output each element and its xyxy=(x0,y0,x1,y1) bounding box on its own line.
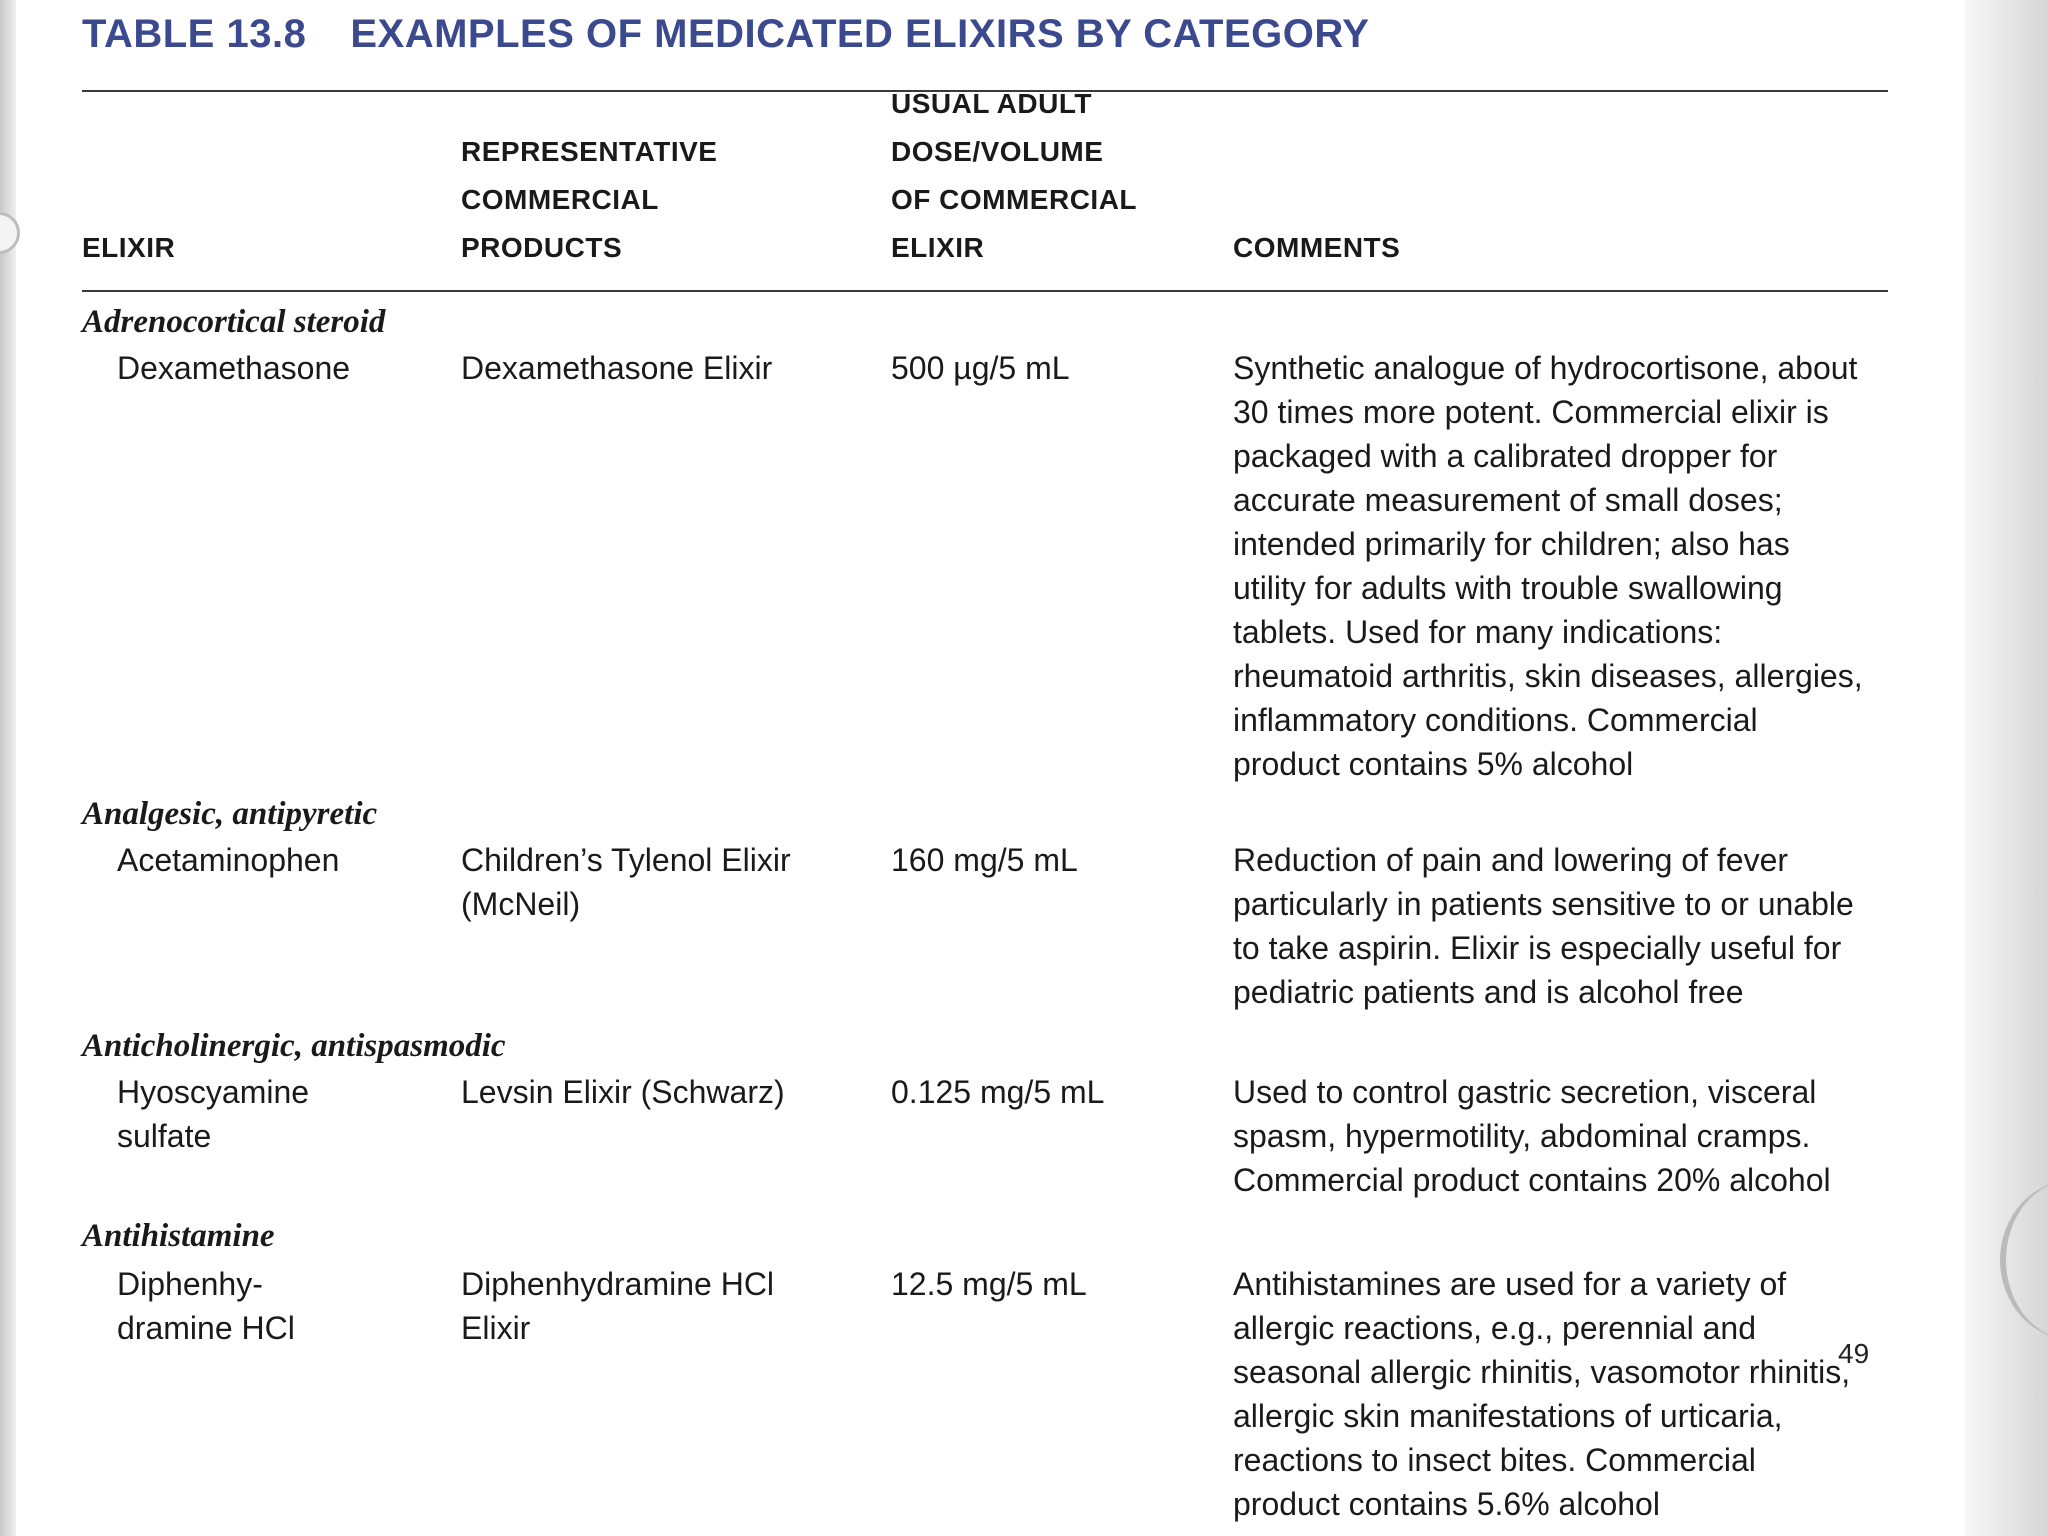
elixir-name xyxy=(117,1070,417,1158)
comment-text xyxy=(1233,1262,1893,1526)
cell-line: product contains 5.6% alcohol xyxy=(1233,1486,1660,1522)
header-products xyxy=(461,128,717,272)
cell-line: Levsin Elixir (Schwarz) xyxy=(461,1074,785,1110)
category-label: Adrenocortical steroid xyxy=(82,304,386,340)
header-dose xyxy=(891,80,1137,272)
dose-value xyxy=(891,346,1211,390)
category-label: Anticholinergic, antispasmodic xyxy=(82,1028,506,1064)
cell-line: tablets. Used for many indications: xyxy=(1233,614,1723,650)
slide-page-number: 49 xyxy=(1838,1338,1870,1369)
product-name xyxy=(461,346,861,390)
header-comments xyxy=(1233,224,1400,272)
cell-line: allergic reactions, e.g., perennial and xyxy=(1233,1310,1756,1346)
cell-line: 30 times more potent. Commercial elixir is xyxy=(1233,394,1829,430)
elixir-name xyxy=(117,838,417,882)
cell-line: Children’s Tylenol Elixir xyxy=(461,842,791,878)
cell-line: Diphenhydramine HCl xyxy=(461,1266,775,1302)
category-label: Analgesic, antipyretic xyxy=(82,796,378,832)
table-title xyxy=(82,12,1369,57)
cell-line: Antihistamines are used for a variety of xyxy=(1233,1266,1787,1302)
elixir-name xyxy=(117,1262,417,1350)
cell-line: particularly in patients sensitive to or unable xyxy=(1233,886,1854,922)
cell-line: sulfate xyxy=(117,1118,212,1154)
header-line: ELIXIR xyxy=(82,232,176,263)
cell-line: intended primarily for children; also has xyxy=(1233,526,1790,562)
dose-value xyxy=(891,838,1211,882)
category-label: Antihistamine xyxy=(82,1218,275,1254)
table-header-rule xyxy=(82,290,1888,292)
header-elixir xyxy=(82,224,175,272)
elixir-name xyxy=(117,346,417,390)
product-name xyxy=(461,1070,861,1114)
cell-line: packaged with a calibrated dropper for xyxy=(1233,438,1778,474)
product-name xyxy=(461,838,861,926)
cell-line: Used to control gastric secretion, visceral xyxy=(1233,1074,1817,1110)
cell-line: pediatric patients and is alcohol free xyxy=(1233,974,1744,1010)
header-line: COMMENTS xyxy=(1233,232,1401,263)
cell-line: inflammatory conditions. Commercial xyxy=(1233,702,1758,738)
table-number: TABLE 13.8 xyxy=(82,12,307,56)
cell-line: product contains 5% alcohol xyxy=(1233,746,1634,782)
slide-left-notch xyxy=(0,212,20,254)
cell-line: Commercial product contains 20% alcohol xyxy=(1233,1162,1831,1198)
cell-line: seasonal allergic rhinitis, vasomotor rhinitis, xyxy=(1233,1354,1851,1390)
cell-line: spasm, hypermotility, abdominal cramps. xyxy=(1233,1118,1811,1154)
header-line: ELIXIR xyxy=(891,232,985,263)
cell-line: 500 µg/5 mL xyxy=(891,350,1070,386)
cell-line: allergic skin manifestations of urticaria, xyxy=(1233,1398,1783,1434)
cell-line: (McNeil) xyxy=(461,886,581,922)
dose-value xyxy=(891,1262,1211,1306)
dose-value xyxy=(891,1070,1211,1114)
cell-line: dramine HCl xyxy=(117,1310,295,1346)
cell-line: utility for adults with trouble swallowing xyxy=(1233,570,1783,606)
cell-line: reactions to insect bites. Commercial xyxy=(1233,1442,1756,1478)
header-line: DOSE/VOLUME xyxy=(891,136,1104,167)
cell-line: accurate measurement of small doses; xyxy=(1233,482,1783,518)
cell-line: to take aspirin. Elixir is especially useful for xyxy=(1233,930,1842,966)
cell-line: 0.125 mg/5 mL xyxy=(891,1074,1105,1110)
cell-line: Synthetic analogue of hydrocortisone, about xyxy=(1233,350,1858,386)
header-line: REPRESENTATIVE xyxy=(461,136,718,167)
comment-text xyxy=(1233,346,1893,786)
cell-line: 160 mg/5 mL xyxy=(891,842,1078,878)
comment-text xyxy=(1233,1070,1893,1202)
cell-line: Elixir xyxy=(461,1310,531,1346)
header-line: USUAL ADULT xyxy=(891,88,1092,119)
product-name xyxy=(461,1262,861,1350)
cell-line: Dexamethasone Elixir xyxy=(461,350,773,386)
cell-line: rheumatoid arthritis, skin diseases, allergies, xyxy=(1233,658,1863,694)
cell-line: Reduction of pain and lowering of fever xyxy=(1233,842,1789,878)
header-line: OF COMMERCIAL xyxy=(891,184,1138,215)
cell-line: Dexamethasone xyxy=(117,350,351,386)
comment-text xyxy=(1233,838,1893,1014)
cell-line: 12.5 mg/5 mL xyxy=(891,1266,1087,1302)
header-line: COMMERCIAL xyxy=(461,184,659,215)
header-line: PRODUCTS xyxy=(461,232,623,263)
cell-line: Acetaminophen xyxy=(117,842,340,878)
cell-line: Diphenhy- xyxy=(117,1266,263,1302)
cell-line: Hyoscyamine xyxy=(117,1074,310,1110)
table-title-text: EXAMPLES OF MEDICATED ELIXIRS BY CATEGORY xyxy=(350,12,1370,56)
